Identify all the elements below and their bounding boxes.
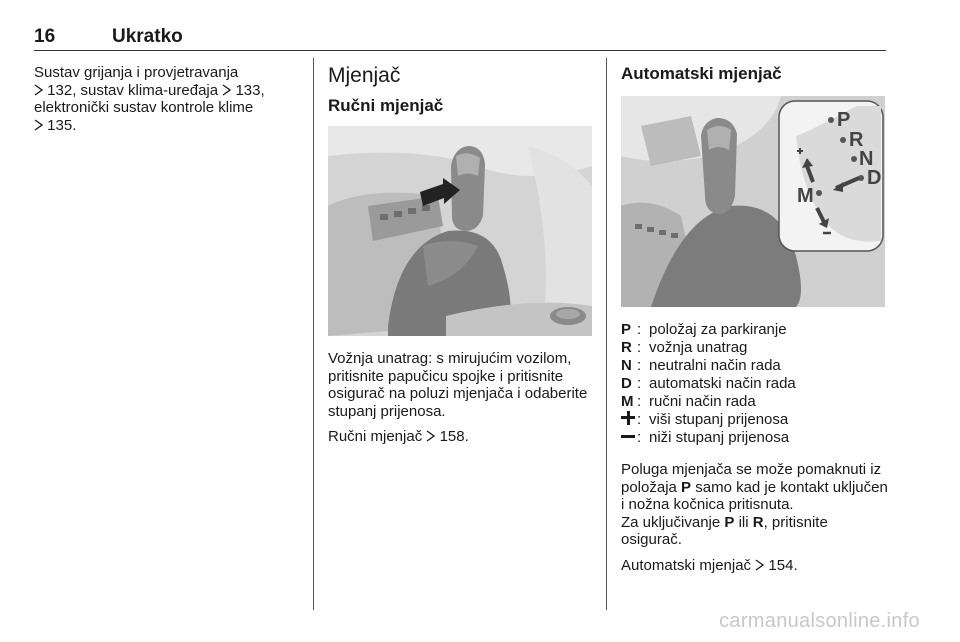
page-reference-icon (755, 559, 764, 571)
manual-gearbox-heading: Ručni mjenjač (328, 96, 444, 115)
column-1 (34, 64, 299, 142)
column-3 (621, 64, 891, 582)
gate-letter-m: M (797, 185, 814, 207)
minus-icon (621, 429, 635, 443)
legend-row-minus: : niži stupanj prijenosa (621, 429, 891, 447)
column-divider-1 (313, 58, 314, 610)
column-2 (328, 64, 593, 454)
manual-gearbox-reference: Ručni mjenjač 158. (328, 428, 469, 445)
shift-lock-paragraph: Poluga mjenjača se može pomaknuti iz položaja P samo kad je kontakt uključen i nožna kočnica pritisnuta. Za uključivanje P ili R, pritisnite osigurač. (621, 461, 888, 548)
plus-icon (621, 411, 635, 425)
legend-row-plus: : viši stupanj prijenosa (621, 411, 891, 429)
page-reference-icon (34, 119, 43, 131)
page-link-133[interactable]: 133 (235, 81, 261, 99)
page-number: 16 (34, 26, 56, 47)
gate-letter-p: P (837, 109, 851, 131)
page-header (34, 26, 886, 52)
page-reference-icon (34, 84, 43, 96)
automatic-gearbox-image (621, 96, 885, 307)
section-heading: Mjenjač (328, 64, 401, 87)
watermark: carmanualsonline.info (719, 610, 920, 632)
gear-position-legend (621, 321, 891, 447)
gate-letter-d: D (867, 167, 882, 189)
manual-gearbox-instructions: Vožnja unatrag: s mirujućim vozilom, pritisnite papučicu spojke i pritisnite osigurač na poluzi mjenjača i odaberite stupanj prijenosa. (328, 350, 588, 420)
page-reference-icon (222, 84, 231, 96)
climate-references: Sustav grijanja i provjetravanja 132, sustav klima-uređaja 133, elektronički sustav kontrole klime 135. (34, 64, 265, 134)
automatic-gearbox-reference: Automatski mjenjač 154. (621, 556, 798, 574)
page-link-154[interactable]: 154 (768, 556, 794, 574)
automatic-gearbox-heading: Automatski mjenjač (621, 64, 782, 83)
gate-letter-r: R (849, 129, 864, 151)
page-reference-icon (426, 430, 435, 442)
page-link-135[interactable]: 135 (47, 116, 73, 134)
legend-row-r: R : vožnja unatrag (621, 339, 748, 357)
header-rule (34, 50, 886, 51)
gate-letter-n: N (859, 148, 874, 170)
legend-row-d: D : automatski način rada (621, 375, 796, 393)
page-link-132[interactable]: 132 (47, 81, 73, 99)
legend-row-n: N : neutralni način rada (621, 357, 781, 375)
column-divider-2 (606, 58, 607, 610)
legend-row-p: P : položaj za parkiranje (621, 321, 787, 339)
chapter-title: Ukratko (112, 26, 183, 47)
legend-row-m: M : ručni način rada (621, 393, 756, 411)
manual-gearbox-image (328, 126, 592, 336)
page-link-158[interactable]: 158 (439, 428, 465, 445)
